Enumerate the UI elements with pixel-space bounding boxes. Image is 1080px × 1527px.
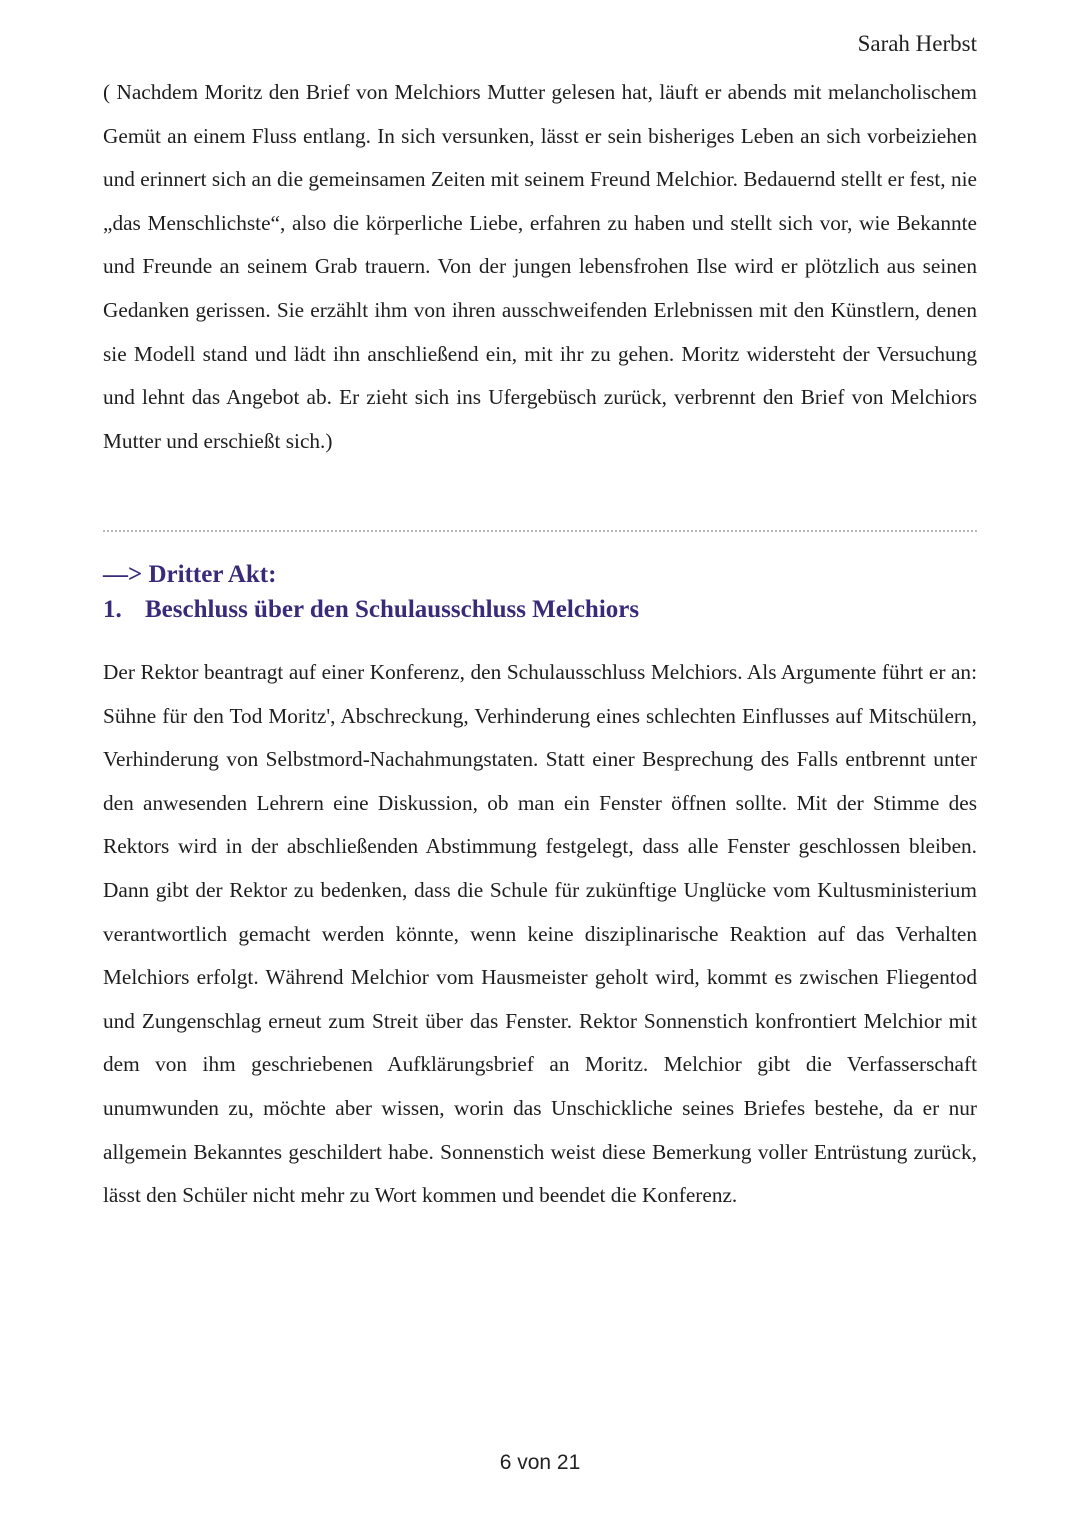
dotted-divider xyxy=(103,530,977,532)
summary-paragraph-section: Der Rektor beantragt auf einer Konferenz, den Schulausschluss Melchiors. Als Argumente führt er an: Sühne für den Tod Moritz', Abschreckung, Verhinderung eines schlechten Einflusses auf Mitschülern, Verhinderung von Selbstmord-Nachahmungstaten. Statt einer Besprechung des Falls entbrennt unter den anwesenden Lehrern eine Diskussion, ob man ein Fenster öffnen sollte. Mit der Stimme des Rektors wird in der abschließenden Abstimmung festgelegt, dass alle Fenster geschlossen bleiben. Dann gibt der Rektor zu bedenken, dass die Schule für zukünftige Unglücke vom Kultusministerium verantwortlich gemacht werden könnte, wenn keine disziplinarische Reaktion auf das Verhalten Melchiors erfolgt. Während Melchior vom Hausmeister geholt wird, kommt es zwischen Fliegentod und Zungenschlag erneut zum Streit über das Fenster. Rektor Sonnenstich konfrontiert Melchior mit dem von ihm geschriebenen Aufklärungsbrief an Moritz. Melchior gibt die Verfasserschaft unumwunden zu, möchte aber wissen, worin das Unschickliche seines Briefes bestehe, da er nur allgemein Bekanntes geschildert habe. Sonnenstich weist diese Bemerkung voller Entrüstung zurück, lässt den Schüler nicht mehr zu Wort kommen und beendet die Konferenz. xyxy=(103,660,977,1208)
section-title: Beschluss über den Schulausschluss Melchiors xyxy=(145,596,640,623)
summary-paragraph-intro: ( Nachdem Moritz den Brief von Melchiors Mutter gelesen hat, läuft er abends mit melancholischem Gemüt an einem Fluss entlang. In sich versunken, lässt er sein bisheriges Leben an sich vorbeiziehen und erinnert sich an die gemeinsamen Zeiten mit seinem Freund Melchior. Bedauernd stellt er fest, nie „das Menschlichste“, also die körperliche Liebe, erfahren zu haben und stellt sich vor, wie Bekannte und Freunde an seinem Grab trauern. Von der jungen lebensfrohen Ilse wird er plötzlich aus seinen Gedanken gerissen. Sie erzählt ihm von ihren ausschweifenden Erlebnissen mit den Künstlern, denen sie Modell stand und lädt ihn anschließend ein, mit ihr zu gehen. Moritz widersteht der Versuchung und lehnt das Angebot ab. Er zieht sich ins Ufergebüsch zurück, verbrennt den Brief von Melchiors Mutter und erschießt sich.) xyxy=(103,80,977,453)
author-name: Sarah Herbst xyxy=(857,31,977,56)
act-heading: —> Dritter Akt: xyxy=(103,561,277,588)
section-heading xyxy=(103,594,639,626)
section-number: 1. xyxy=(103,596,122,623)
page-number: 6 von 21 xyxy=(499,1451,581,1474)
